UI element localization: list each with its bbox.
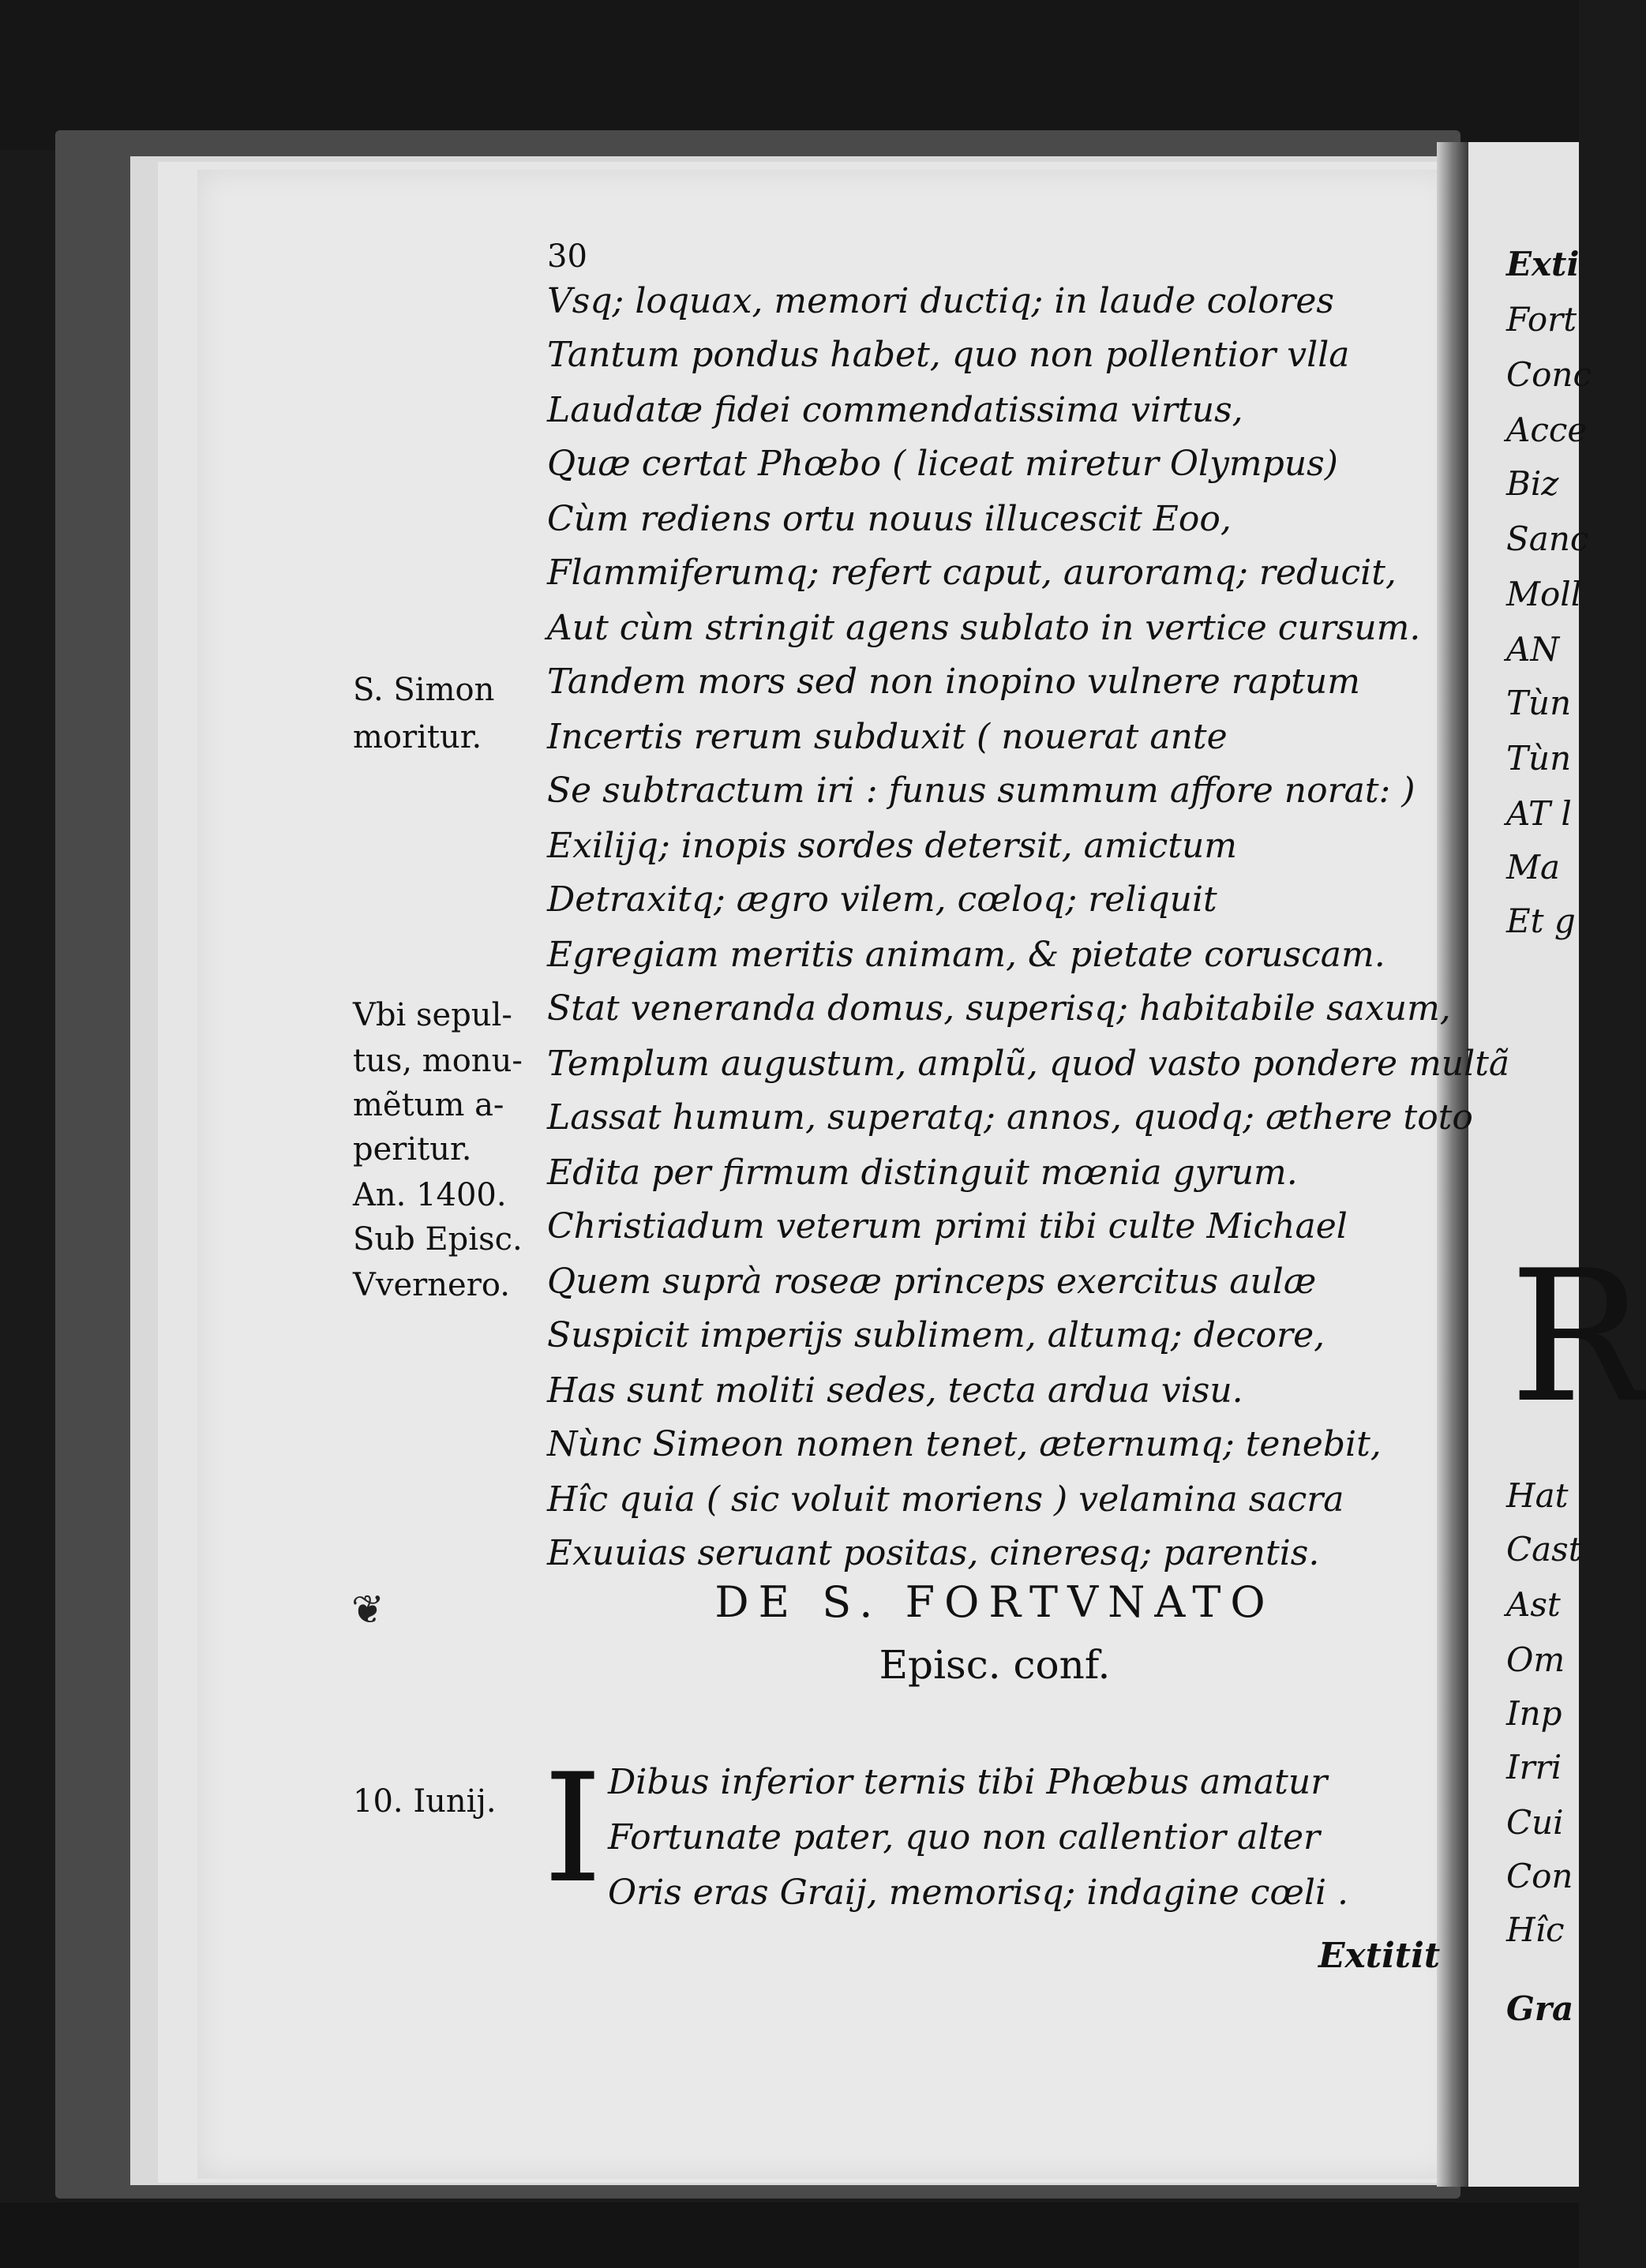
fleuron-ornament: ❦: [351, 1587, 384, 1633]
right-page-line: Hîc: [1506, 1910, 1565, 1949]
right-page-line: Tùn: [1506, 739, 1572, 778]
margin-note: tus, monu-: [353, 1043, 523, 1079]
right-page-line: Ma: [1506, 848, 1561, 887]
verse-line: Egregiam meritis animam, & pietate coruscam.: [547, 935, 1385, 975]
margin-note: S. Simon: [353, 672, 495, 708]
verse-line: Tantum pondus habet, quo non pollentior vlla: [547, 335, 1350, 375]
margin-note: Vvernero.: [353, 1267, 510, 1303]
dark-backdrop-bottom: [0, 2202, 1579, 2268]
catchword: Extitit: [1318, 1936, 1441, 1976]
verse-line: Quæ certat Phœbo ( liceat miretur Olympus): [547, 444, 1338, 484]
right-page-line: Exti: [1506, 245, 1580, 283]
margin-note: moritur.: [353, 719, 482, 755]
margin-note: Sub Episc.: [353, 1221, 523, 1258]
verse-line: Cùm rediens ortu nouus illucescit Eoo,: [547, 499, 1232, 539]
verse-line: Fortunate pater, quo non callentior alter: [608, 1817, 1321, 1858]
page-number: 30: [547, 238, 587, 275]
right-page-line: Hat: [1506, 1476, 1569, 1515]
verse-line: Aut cùm stringit agens sublato in vertice cursum.: [547, 608, 1421, 648]
right-page: [1468, 142, 1646, 2187]
margin-note: An. 1400.: [353, 1177, 507, 1213]
verse-line: Edita per firmum distinguit mœnia gyrum.: [547, 1153, 1298, 1193]
right-page-line: Et g: [1506, 902, 1576, 940]
right-page-line: Acce: [1506, 410, 1588, 449]
margin-note: mẽtum a-: [353, 1087, 504, 1123]
right-page-line: AT l: [1506, 794, 1572, 833]
verse-line: Lassat humum, superatq; annos, quodq; æthere toto: [547, 1097, 1473, 1138]
right-page-initial: R: [1509, 1232, 1646, 1443]
book-gutter: [1437, 142, 1468, 2187]
verse-line: Dibus inferior ternis tibi Phœbus amatur: [608, 1762, 1328, 1802]
verse-line: Laudatæ fidei commendatissima virtus,: [547, 390, 1243, 430]
drop-cap-initial: I: [543, 1741, 603, 1916]
verse-line: Exuuias seruant positas, cineresq; parentis.: [547, 1533, 1320, 1573]
verse-line: Stat veneranda domus, superisq; habitabile saxum,: [547, 988, 1451, 1029]
right-page-line: Conc: [1506, 355, 1592, 394]
right-page-line: Irri: [1506, 1748, 1562, 1786]
right-page-line: Cui: [1506, 1803, 1564, 1842]
verse-line: Nùnc Simeon nomen tenet, æternumq; tenebit,: [547, 1424, 1382, 1464]
verse-line: Flammiferumq; refert caput, auroramq; reducit,: [547, 553, 1397, 593]
right-page-line: Gra: [1506, 1989, 1574, 2028]
verse-line: Vsq; loquax, memori ductiq; in laude colores: [547, 281, 1334, 321]
verse-line: Hîc quia ( sic voluit moriens ) velamina sacra: [547, 1479, 1344, 1520]
margin-note: Vbi sepul-: [353, 997, 512, 1033]
section-subheading: Episc. conf.: [879, 1642, 1111, 1688]
verse-line: Templum augustum, amplũ, quod vasto pondere multã: [547, 1044, 1510, 1084]
verse-line: Detraxitq; ægro vilem, cœloq; reliquit: [547, 879, 1217, 920]
right-page-line: Inp: [1506, 1694, 1562, 1733]
section-heading: DE S. FORTVNATO: [714, 1577, 1275, 1627]
margin-note: peritur.: [353, 1131, 472, 1168]
verse-line: Se subtractum iri : funus summum affore norat: ): [547, 770, 1415, 811]
verse-line: Has sunt moliti sedes, tecta ardua visu.: [547, 1370, 1243, 1411]
right-page-line: Con: [1506, 1857, 1573, 1895]
right-page-line: Moll: [1506, 575, 1582, 613]
verse-line: Oris eras Graij, memorisq; indagine cœli .: [608, 1873, 1349, 1913]
right-page-line: Om: [1506, 1640, 1565, 1679]
right-page-line: AN: [1506, 630, 1560, 669]
verse-line: Suspicit imperijs sublimem, altumq; decore,: [547, 1315, 1325, 1355]
right-page-line: Ast: [1506, 1585, 1561, 1624]
right-page-line: Biz: [1506, 464, 1559, 503]
right-page-line: Sanc: [1506, 519, 1589, 558]
dark-backdrop: [0, 0, 1579, 150]
verse-line: Incertis rerum subduxit ( nouerat ante: [547, 717, 1228, 757]
right-page-line: Cast: [1506, 1530, 1582, 1569]
verse-line: Christiadum veterum primi tibi culte Michael: [547, 1206, 1348, 1246]
verse-line: Tandem mors sed non inopino vulnere raptum: [547, 662, 1360, 702]
verse-line: Exilijq; inopis sordes detersit, amictum: [547, 826, 1238, 866]
right-page-line: Tùn: [1506, 684, 1572, 722]
right-page-line: Fort: [1506, 300, 1577, 339]
margin-note-date: 10. Iunij.: [353, 1783, 497, 1820]
verse-line: Quem suprà roseæ princeps exercitus aulæ: [547, 1261, 1317, 1302]
